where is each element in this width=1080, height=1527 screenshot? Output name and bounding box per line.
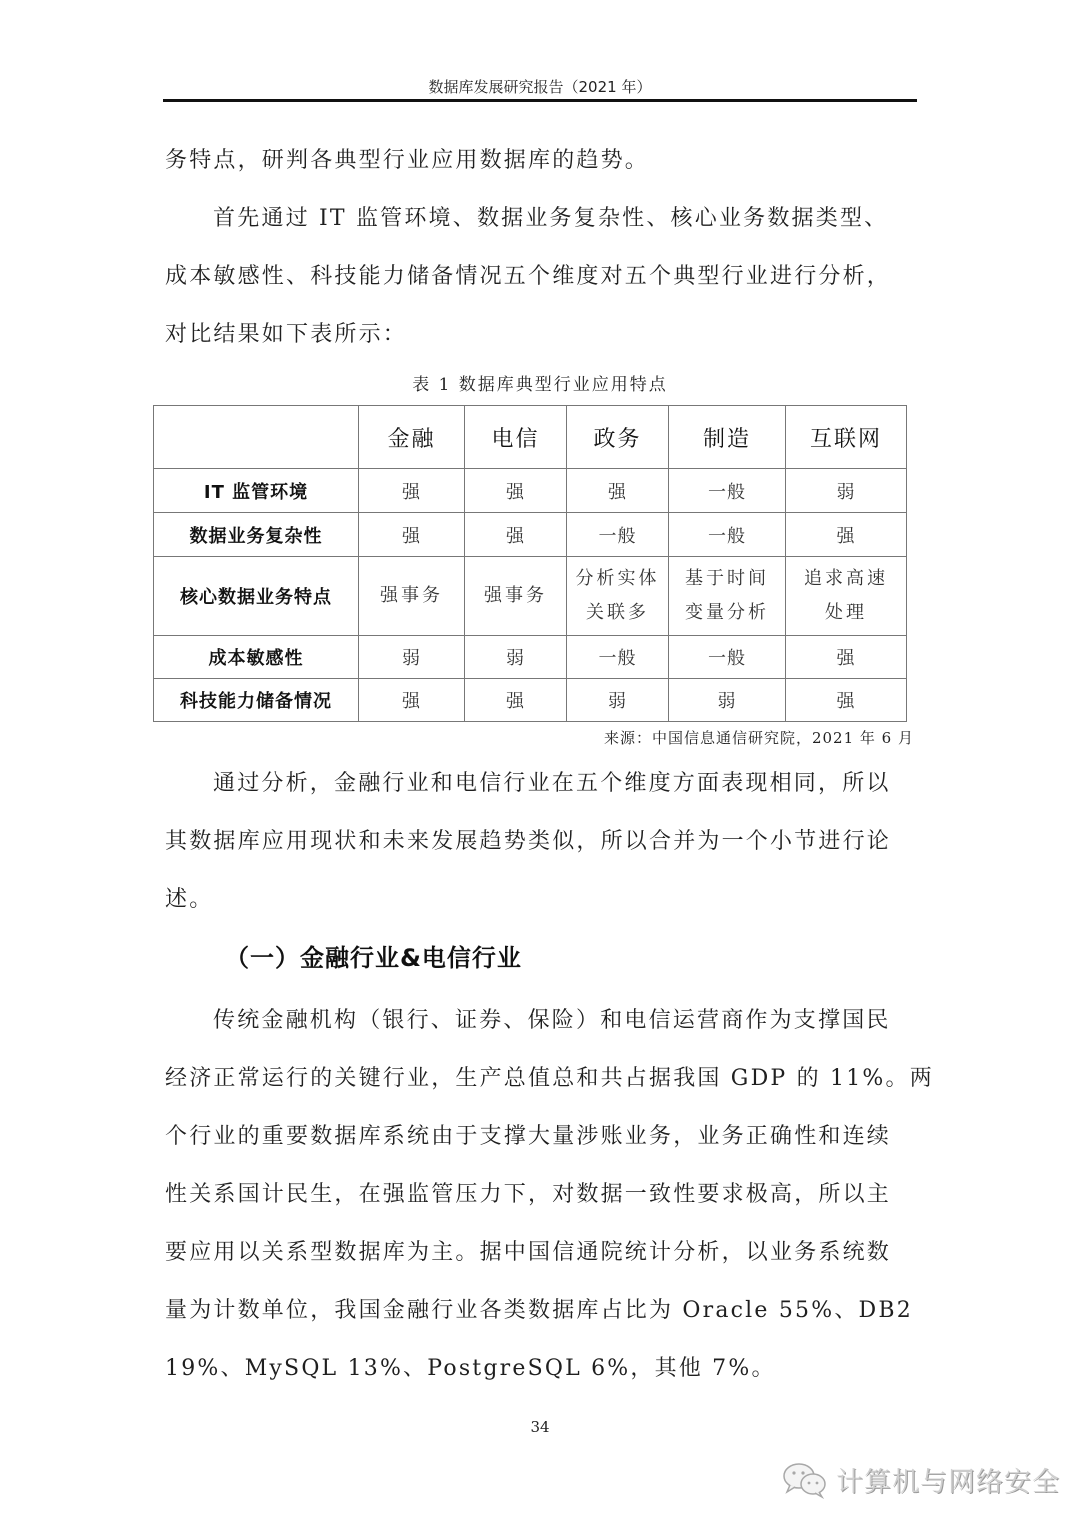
column-header-manufacturing: 制造 (669, 406, 786, 469)
text-line: 成本敏感性、科技能力储备情况五个维度对五个典型行业进行分析， (165, 264, 892, 289)
running-header-title: 数据库发展研究报告（2021 年） (428, 78, 652, 96)
text-line: 务特点，研判各典型行业应用数据库的趋势。 (165, 148, 650, 173)
table-cell: 强事务 (359, 557, 465, 636)
wechat-icon (782, 1461, 828, 1499)
column-header-internet: 互联网 (786, 406, 907, 469)
table-cell: 强 (786, 513, 907, 557)
table-source-note: 来源：中国信息通信研究院，2021 年 6 月 (603, 729, 914, 747)
watermark-text: 计算机与网络安全 (836, 1467, 1060, 1498)
column-header-finance: 金融 (359, 406, 465, 469)
text-line: 对比结果如下表所示： (165, 322, 408, 347)
row-header: 数据业务复杂性 (154, 513, 359, 557)
text-line: 量为计数单位，我国金融行业各类数据库占比为 Oracle 55%、DB2 (165, 1298, 913, 1323)
text-line: 经济正常运行的关键行业，生产总值总和共占据我国 GDP 的 11%。两 (165, 1066, 934, 1091)
table-cell: 一般 (567, 636, 669, 679)
table-cell: 基于时间 变量分析 (669, 557, 786, 636)
page-number: 34 (530, 1418, 550, 1436)
table-row (154, 636, 907, 679)
table-cell: 强 (465, 679, 567, 722)
table-cell: 弱 (465, 636, 567, 679)
table-caption: 表 1 数据库典型行业应用特点 (412, 375, 668, 395)
table-row (154, 557, 907, 636)
table-cell: 强事务 (465, 557, 567, 636)
column-header-telecom: 电信 (465, 406, 567, 469)
row-header: 核心数据业务特点 (154, 557, 359, 636)
table-cell: 一般 (669, 636, 786, 679)
table-cell: 强 (359, 679, 465, 722)
text-line: 传统金融机构（银行、证券、保险）和电信运营商作为支撑国民 (213, 1008, 891, 1033)
text-line: 其数据库应用现状和未来发展趋势类似，所以合并为一个小节进行论 (165, 829, 892, 854)
section-heading: （一）金融行业&电信行业 (225, 944, 522, 972)
section-paragraph (165, 992, 934, 1398)
text-line: 要应用以关系型数据库为主。据中国信通院统计分析，以业务系统数 (165, 1240, 892, 1265)
table-corner-cell (154, 406, 359, 469)
table-cell: 强 (465, 469, 567, 513)
intro-paragraph (165, 132, 917, 364)
table-cell: 弱 (786, 469, 907, 513)
table-cell: 弱 (567, 679, 669, 722)
table-cell: 一般 (669, 513, 786, 557)
header-rule (163, 99, 917, 102)
column-header-government: 政务 (567, 406, 669, 469)
text-line: 通过分析，金融行业和电信行业在五个维度方面表现相同，所以 (213, 771, 891, 796)
watermark (782, 1460, 1060, 1499)
row-header: 成本敏感性 (154, 636, 359, 679)
table-row (154, 679, 907, 722)
text-line: 19%、MySQL 13%、PostgreSQL 6%，其他 7%。 (165, 1356, 776, 1381)
row-header: IT 监管环境 (154, 469, 359, 513)
table-cell: 追求高速 处理 (786, 557, 907, 636)
table-cell: 弱 (669, 679, 786, 722)
table-row (154, 469, 907, 513)
row-header: 科技能力储备情况 (154, 679, 359, 722)
text-line: 性关系国计民生，在强监管压力下，对数据一致性要求极高，所以主 (165, 1182, 892, 1207)
text-line: 述。 (165, 887, 214, 912)
table-cell: 分析实体 关联多 (567, 557, 669, 636)
table-row (154, 513, 907, 557)
table-cell: 强 (567, 469, 669, 513)
table-cell: 强 (359, 513, 465, 557)
table-cell: 弱 (359, 636, 465, 679)
table-cell: 强 (786, 679, 907, 722)
table-cell: 强 (359, 469, 465, 513)
text-line: 个行业的重要数据库系统由于支撑大量涉账业务，业务正确性和连续 (165, 1124, 892, 1149)
analysis-paragraph (165, 755, 917, 929)
table-cell: 强 (465, 513, 567, 557)
table-cell: 一般 (669, 469, 786, 513)
text-line: 首先通过 IT 监管环境、数据业务复杂性、核心业务数据类型、 (213, 206, 889, 231)
table-cell: 一般 (567, 513, 669, 557)
table-cell: 强 (786, 636, 907, 679)
table-header-row (154, 406, 907, 469)
industry-features-table (153, 405, 907, 722)
